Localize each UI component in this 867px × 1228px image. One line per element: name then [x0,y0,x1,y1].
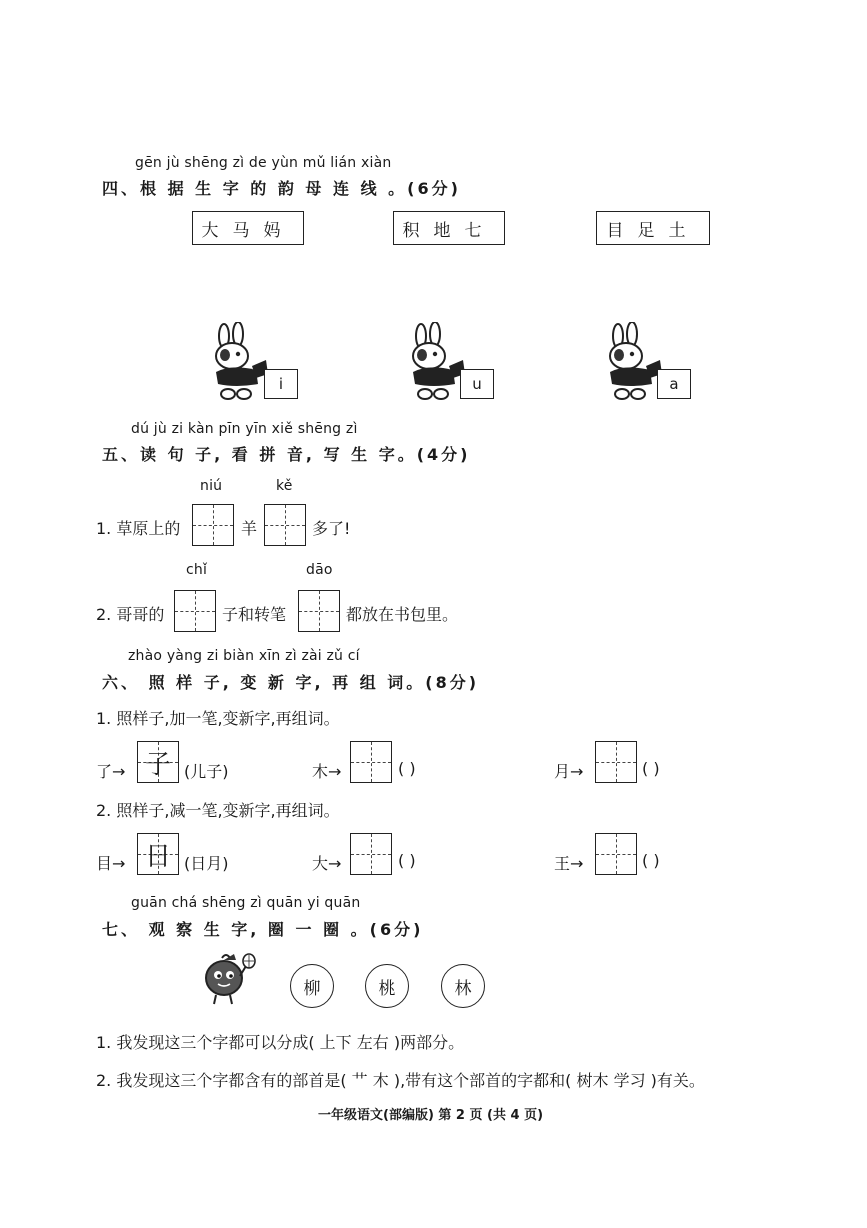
section6-heading: 六、 照 样 子, 变 新 字, 再 组 词。(8分) [102,673,480,692]
rabbit-icon [600,322,664,402]
rabbit-icon [206,322,270,402]
row1-example-word: (儿子) [184,762,229,781]
row1-char-2: 木→ [312,762,342,781]
section7-pinyin: guān chá shēng zì quān yi quān [131,895,361,911]
row1-example-char: 了→ [96,762,126,781]
section5-heading: 五、读 句 子, 看 拼 音, 写 生 字。(4分) [102,445,471,464]
section4-heading: 四、根 据 生 字 的 韵 母 连 线 。(6分) [102,179,461,198]
row2-example-char: 目→ [96,854,126,873]
pinyin-ke: kě [276,478,293,494]
row2-paren-3[interactable]: ( ) [642,851,660,870]
row1-paren-3[interactable]: ( ) [642,759,660,778]
section4-pinyin: gēn jù shēng zì de yùn mǔ lián xiàn [135,155,392,171]
vowel-box-3: a [657,369,691,399]
q2-text-start: 2. 哥哥的 [96,605,165,624]
q1-text-end: 多了! [312,519,351,538]
example-grid [137,833,179,875]
writing-grid[interactable] [192,504,234,546]
pinyin-chi: chǐ [186,562,208,578]
writing-grid[interactable] [298,590,340,632]
section6-sub1: 1. 照样子,加一笔,变新字,再组词。 [96,709,340,728]
vowel-box-2: u [460,369,494,399]
q1-text-start: 1. 草原上的 [96,519,181,538]
writing-grid[interactable] [350,833,392,875]
example-answer: 子 [144,749,171,780]
pinyin-dao: dāo [306,562,333,578]
section7-heading: 七、 观 察 生 字, 圈 一 圈 。(6分) [102,920,424,939]
circle-char-tao[interactable]: 桃 [365,964,409,1008]
page-footer: 一年级语文(部编版) 第 2 页 (共 4 页) [318,1108,544,1123]
circle-char-lin[interactable]: 林 [441,964,485,1008]
writing-grid[interactable] [264,504,306,546]
row2-char-3: 王→ [554,854,584,873]
row2-paren-2[interactable]: ( ) [398,851,416,870]
section6-pinyin: zhào yàng zi biàn xīn zì zài zǔ cí [128,648,360,664]
example-answer: 日 [144,841,171,872]
circle-char-liu[interactable]: 柳 [290,964,334,1008]
writing-grid[interactable] [595,833,637,875]
section5-pinyin: dú jù zi kàn pīn yīn xiě shēng zì [131,421,358,437]
apple-mascot-icon [200,952,258,1008]
writing-grid[interactable] [595,741,637,783]
row1-paren-2[interactable]: ( ) [398,759,416,778]
q1-text-mid: 羊 [241,519,258,538]
row1-char-3: 月→ [554,762,584,781]
row2-char-2: 大→ [312,854,342,873]
row2-example-word: (日月) [184,854,229,873]
section7-q2: 2. 我发现这三个字都含有的部首是( 艹 木 ),带有这个部首的字都和( 树木 学习 )有关。 [96,1071,705,1090]
section6-sub2: 2. 照样子,减一笔,变新字,再组词。 [96,801,340,820]
word-box-2: 积地七 [393,211,505,245]
vowel-box-1: i [264,369,298,399]
q2-text-mid: 子和转笔 [222,605,287,624]
word-box-1: 大马妈 [192,211,304,245]
rabbit-icon [403,322,467,402]
section7-q1: 1. 我发现这三个字都可以分成( 上下 左右 )两部分。 [96,1033,465,1052]
q2-text-end: 都放在书包里。 [346,605,459,624]
example-grid [137,741,179,783]
word-box-3: 目足土 [596,211,710,245]
writing-grid[interactable] [174,590,216,632]
pinyin-niu: niú [200,478,223,494]
writing-grid[interactable] [350,741,392,783]
